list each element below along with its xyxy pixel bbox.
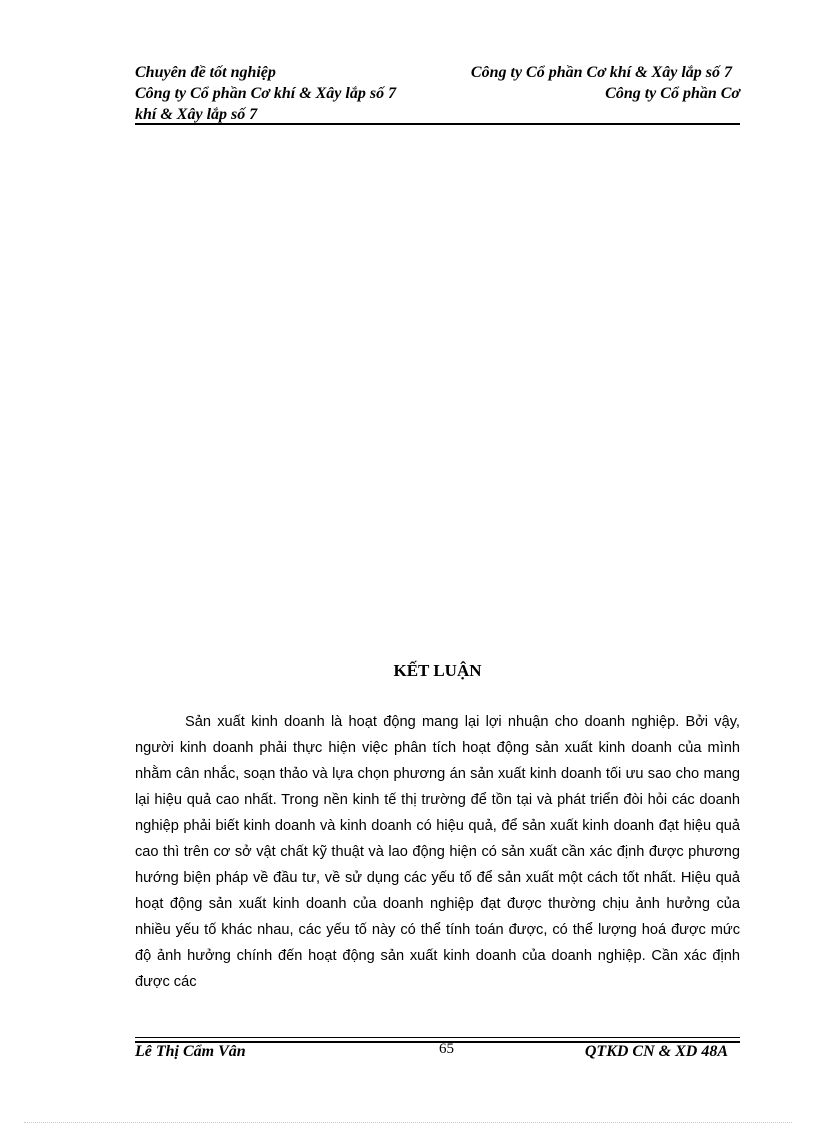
header-row-1 [135, 62, 740, 83]
conclusion-paragraph: Sản xuất kinh doanh là hoạt động mang lại lợi nhuận cho doanh nghiệp. Bởi vậy, người kinh doanh phải thực hiện việc phân tích hoạt động sản xuất kinh doanh của mình nhằm cân nhắc, soạn thảo và lựa chọn phương án sản xuất kinh doanh tối ưu sao cho mang lại hiệu quả cao nhất. Trong nền kinh tế thị trường để tồn tại và phát triển đòi hỏi các doanh nghiệp phải biết kinh doanh và kinh doanh có hiệu quả, để sản xuất kinh doanh đạt hiệu quả cao thì trên cơ sở vật chất kỹ thuật và lao động hiện có sản xuất cần xác định được phương hướng biện pháp về đầu tư, về sử dụng các yếu tố để sản xuất một cách tốt nhất. Hiệu quả hoạt động sản xuất kinh doanh của doanh nghiệp đạt được thường chịu ảnh hưởng của nhiều yếu tố khác nhau, các yếu tố này có thể tính toán được, có thể lượng hoá được mức độ ảnh hưởng chính đến hoạt động sản xuất kinh doanh của doanh nghiệp. Cần xác định được các [135, 714, 740, 990]
header-company-name-continued: khí & Xây lắp số 7 [135, 106, 258, 123]
header-company-name-repeat: Công ty Cổ phần Cơ khí & Xây lắp số 7 [135, 85, 397, 102]
page-footer [135, 1040, 740, 1068]
footer-rule-thin [135, 1037, 740, 1038]
page-number: 65 [439, 1041, 454, 1057]
footer-author: Lê Thị Cẩm Vân [135, 1043, 246, 1060]
header-company-name: Công ty Cổ phần Cơ khí & Xây lắp số 7 [470, 64, 732, 81]
header-row-2 [135, 83, 740, 104]
header-rule [135, 123, 740, 125]
section-title: KẾT LUẬN [393, 661, 482, 680]
header-company-name-wrap: Công ty Cổ phần Cơ [605, 85, 740, 102]
body-text [135, 709, 740, 995]
header-row-3 [135, 104, 740, 125]
footer-class-code: QTKD CN & XD 48A [584, 1043, 728, 1060]
header-thesis-label: Chuyên đề tốt nghiệp [135, 64, 276, 81]
page-header [135, 62, 740, 125]
